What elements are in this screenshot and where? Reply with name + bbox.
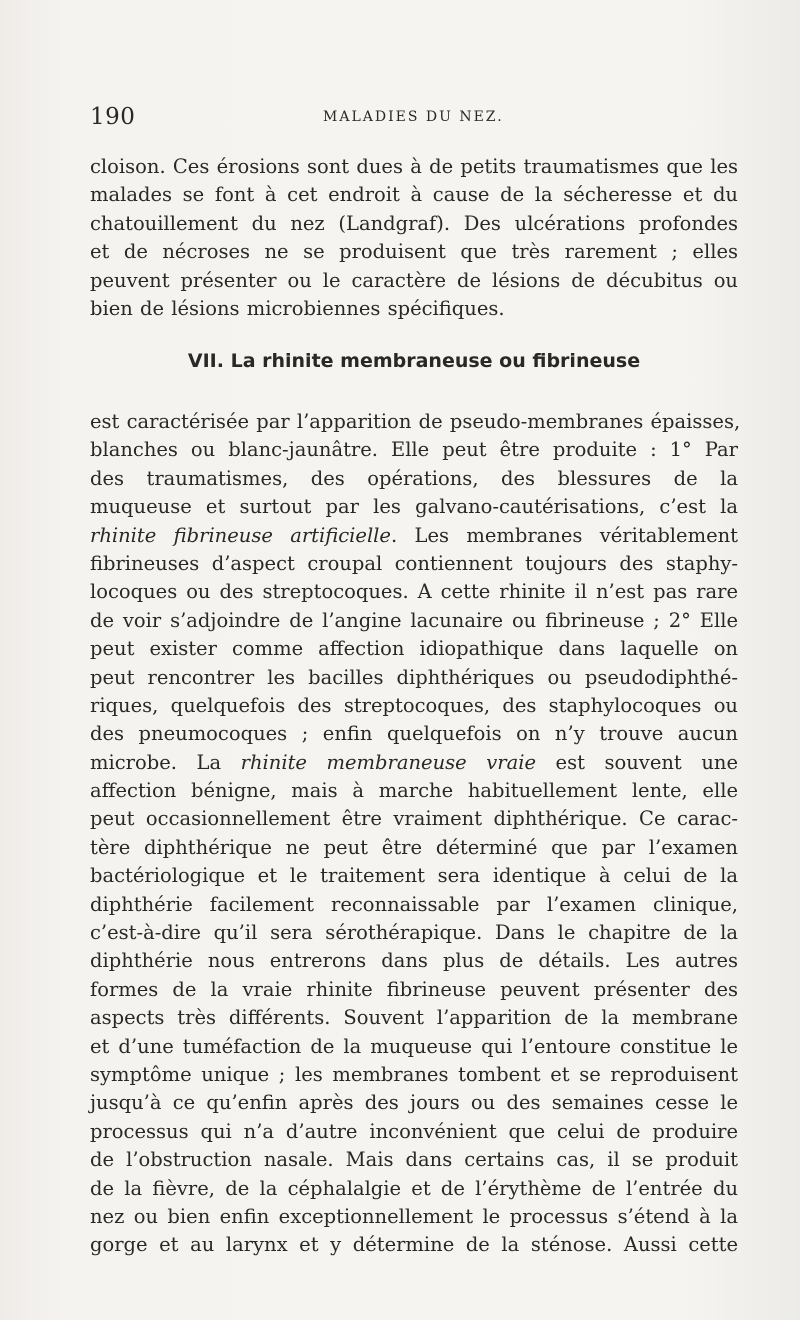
text-line: bien de lésions microbiennes spécifiques. bbox=[90, 296, 505, 320]
text-fragment: . Les membranes véritablement bbox=[390, 523, 738, 547]
text-line: blanches ou blanc-jaunâtre. Elle peut être produite : 1° Par bbox=[90, 438, 738, 462]
text-line: gorge et au larynx et y détermine de la sténose. Aussi cette bbox=[90, 1233, 738, 1257]
text-line: diphthérie facilement reconnaissable par l’examen clinique, bbox=[90, 892, 738, 916]
text-line: riques, quelquefois des streptocoques, des staphylocoques ou bbox=[90, 693, 738, 717]
text-line: malades se font à cet endroit à cause de la sécheresse et du bbox=[90, 183, 738, 207]
text-line bbox=[90, 522, 738, 550]
text-line bbox=[90, 749, 738, 777]
text-line: peut exister comme affection idiopathique dans laquelle on bbox=[90, 637, 738, 661]
text-line: c’est-à-dire qu’il sera sérothérapique. Dans le chapitre de la bbox=[90, 921, 738, 945]
text-line: peut rencontrer les bacilles diphthériques ou pseudodiphthé- bbox=[90, 665, 738, 689]
text-line: bactériologique et le traitement sera identique à celui de la bbox=[90, 864, 738, 888]
text-fragment: est souvent une bbox=[535, 750, 738, 774]
text-line: tère diphthérique ne peut être déterminé que par l’examen bbox=[90, 835, 738, 859]
page-number: 190 bbox=[90, 104, 136, 130]
paragraph-1 bbox=[90, 153, 738, 323]
text-line: de voir s’adjoindre de l’angine lacunaire ou fibrineuse ; 2° Elle bbox=[90, 608, 738, 632]
italic-term: rhinite membraneuse vraie bbox=[240, 750, 536, 774]
section-title: VII. La rhinite membraneuse ou fibrineuse bbox=[187, 350, 641, 372]
text-line: formes de la vraie rhinite fibrineuse peuvent présenter des bbox=[90, 977, 738, 1001]
text-line: des traumatismes, des opérations, des blessures de la bbox=[90, 466, 738, 490]
text-line: chatouillement du nez (Landgraf). Des ulcérations profondes bbox=[90, 211, 738, 235]
text-line: et d’une tuméfaction de la muqueuse qui l’entoure constitue le bbox=[90, 1034, 738, 1058]
text-line: aspects très différents. Souvent l’apparition de la membrane bbox=[90, 1006, 738, 1030]
text-line: symptôme unique ; les membranes tombent et se reproduisent bbox=[90, 1062, 738, 1086]
text-line: cloison. Ces érosions sont dues à de petits traumatismes que les bbox=[90, 155, 738, 178]
text-line: de la fièvre, de la céphalalgie et de l’érythème de l’entrée du bbox=[90, 1176, 738, 1200]
page-header bbox=[90, 104, 738, 136]
text-fragment: microbe. La bbox=[90, 750, 241, 774]
text-line: fibrineuses d’aspect croupal contiennent toujours des staphy- bbox=[90, 551, 738, 575]
text-line: et de nécroses ne se produisent que très rarement ; elles bbox=[90, 240, 738, 264]
text-line: jusqu’à ce qu’enfin après des jours ou des semaines cesse le bbox=[90, 1091, 738, 1115]
text-line: processus qui n’a d’autre inconvénient que celui de produire bbox=[90, 1119, 738, 1143]
text-line: des pneumocoques ; enfin quelquefois on n’y trouve aucun bbox=[90, 722, 738, 746]
text-line: peut occasionnellement être vraiment diphthérique. Ce carac- bbox=[90, 807, 738, 831]
text-line: nez ou bien enfin exceptionnellement le processus s’étend à la bbox=[90, 1204, 738, 1228]
text-line: diphthérie nous entrerons dans plus de détails. Les autres bbox=[90, 949, 738, 973]
text-line: de l’obstruction nasale. Mais dans certains cas, il se produit bbox=[90, 1148, 738, 1172]
text-line: locoques ou des streptocoques. A cette rhinite il n’est pas rare bbox=[90, 580, 738, 604]
text-line: muqueuse et surtout par les galvano-cautérisations, c’est la bbox=[90, 495, 738, 519]
text-line: peuvent présenter ou le caractère de lésions de décubitus ou bbox=[90, 268, 738, 292]
text-line: est caractérisée par l’apparition de pseudo-membranes épaisses, bbox=[90, 410, 741, 433]
italic-term: rhinite fibrineuse artificielle bbox=[90, 523, 391, 547]
text-line: affection bénigne, mais à marche habituellement lente, elle bbox=[90, 779, 738, 803]
paragraph-2 bbox=[90, 408, 741, 1260]
running-head: MALADIES DU NEZ. bbox=[323, 109, 504, 125]
